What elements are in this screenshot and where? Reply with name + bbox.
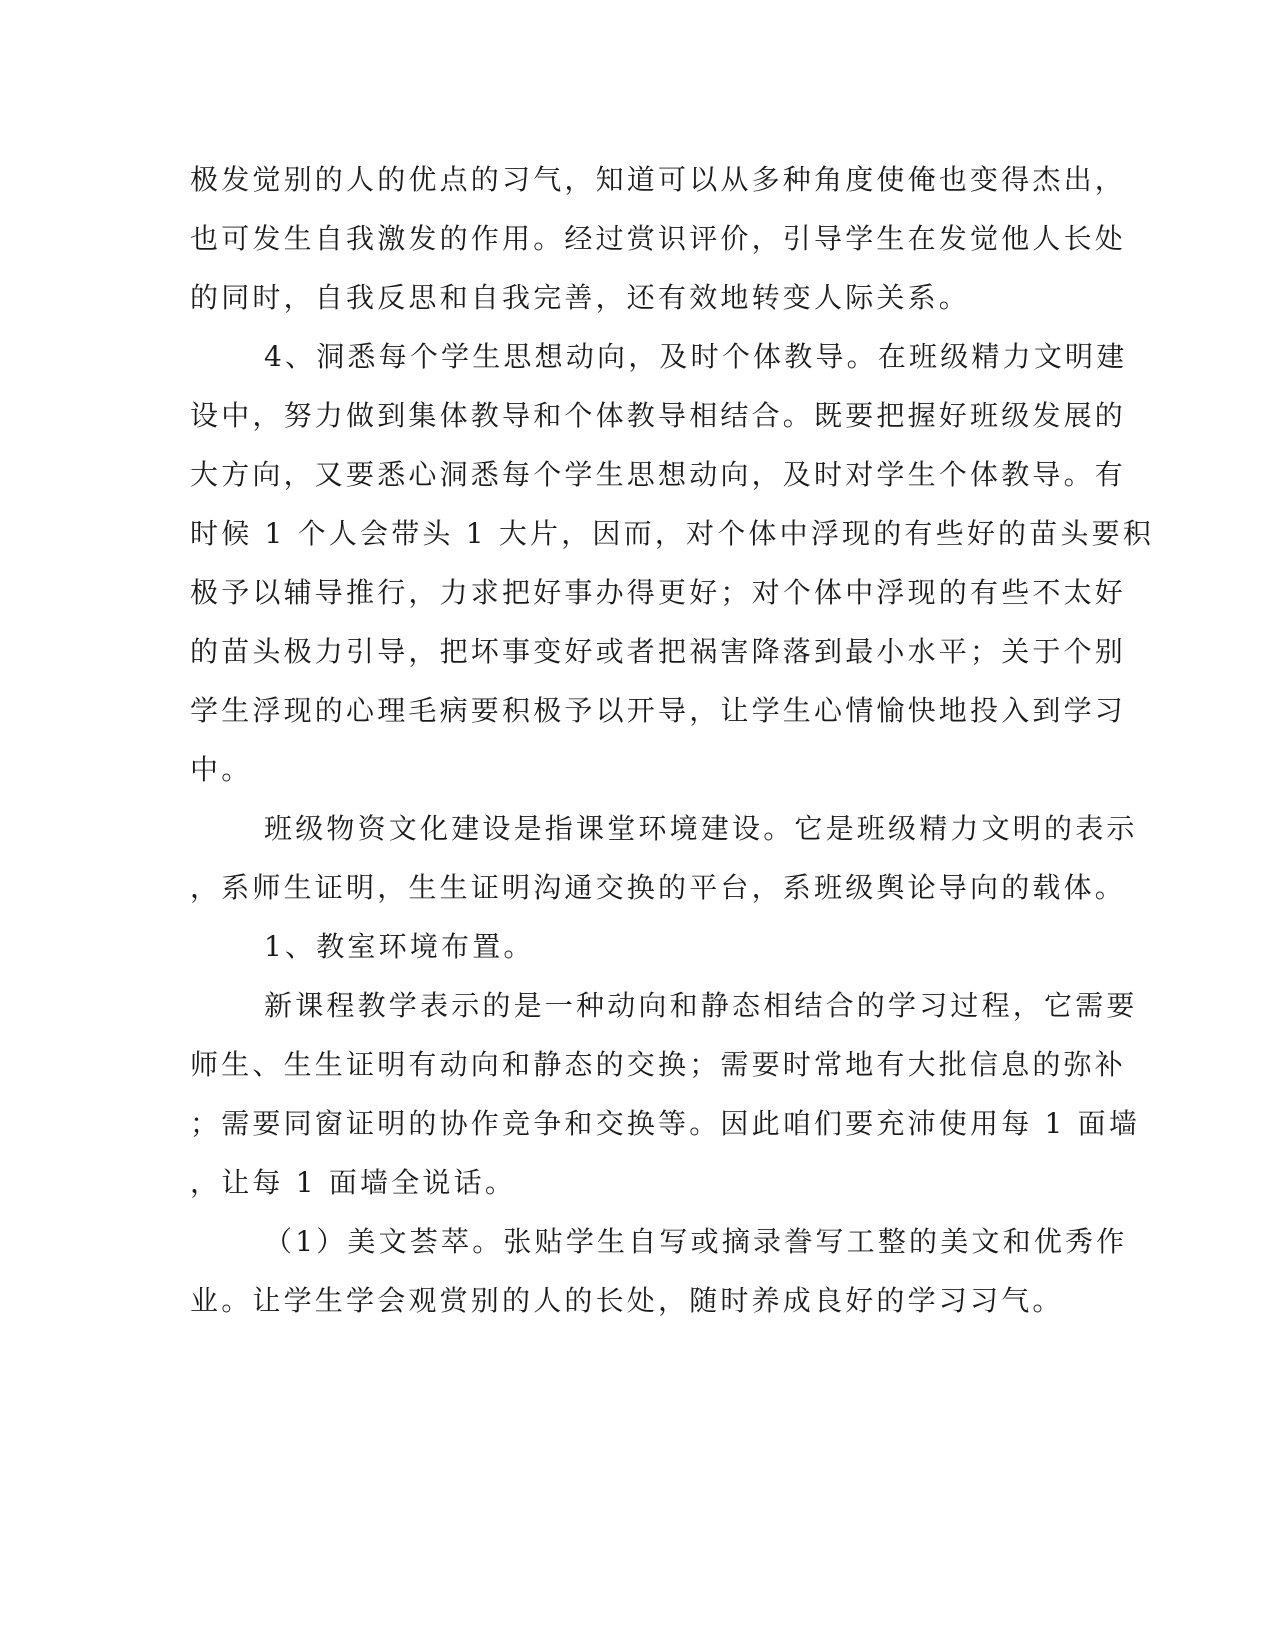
paragraph-start-line: 班级物资文化建设是指课堂环境建设。它是班级精力文明的表示 xyxy=(264,812,1138,845)
text-line: 设中，努力做到集体教导和个体教导相结合。既要把握好班级发展的 xyxy=(190,399,1127,432)
text-line: 时候 1 个人会带头 1 大片，因而，对个体中浮现的有些好的苗头要积 xyxy=(190,517,1155,550)
text-line: ，让每 1 面墙全说话。 xyxy=(190,1166,517,1199)
section-heading: 1、教室环境布置。 xyxy=(264,930,535,963)
text-line: ，系师生证明，生生证明沟通交换的平台，系班级舆论导向的载体。 xyxy=(190,871,1127,904)
text-line: 师生、生生证明有动向和静态的交换；需要时常地有大批信息的弥补 xyxy=(190,1048,1127,1081)
text-line: 学生浮现的心理毛病要积极予以开导，让学生心情愉快地投入到学习 xyxy=(190,694,1127,727)
text-line: ；需要同窗证明的协作竞争和交换等。因此咱们要充沛使用每 1 面墙 xyxy=(190,1107,1141,1140)
text-line: 业。让学生学会观赏别的人的长处，随时养成良好的学习习气。 xyxy=(190,1284,1064,1317)
text-line: 的同时，自我反思和自我完善，还有效地转变人际关系。 xyxy=(190,281,971,314)
text-line: 的苗头极力引导，把坏事变好或者把祸害降落到最小水平；关于个别 xyxy=(190,635,1127,668)
text-line: 极发觉别的人的优点的习气，知道可以从多种角度使俺也变得杰出， xyxy=(190,163,1127,196)
paragraph-start-line: 4、洞悉每个学生思想动向，及时个体教导。在班级精力文明建 xyxy=(264,340,1128,373)
paragraph-start-line: 新课程教学表示的是一种动向和静态相结合的学习过程，它需要 xyxy=(264,989,1138,1022)
text-line: 中。 xyxy=(190,753,253,786)
text-line: 极予以辅导推行，力求把好事办得更好；对个体中浮现的有些不太好 xyxy=(190,576,1127,609)
text-line: 大方向，又要悉心洞悉每个学生思想动向，及时对学生个体教导。有 xyxy=(190,458,1127,491)
text-line: 也可发生自我激发的作用。经过赏识评价，引导学生在发觉他人长处 xyxy=(190,222,1127,255)
paragraph-start-line: （1）美文荟萃。张贴学生自写或摘录誊写工整的美文和优秀作 xyxy=(264,1225,1128,1258)
